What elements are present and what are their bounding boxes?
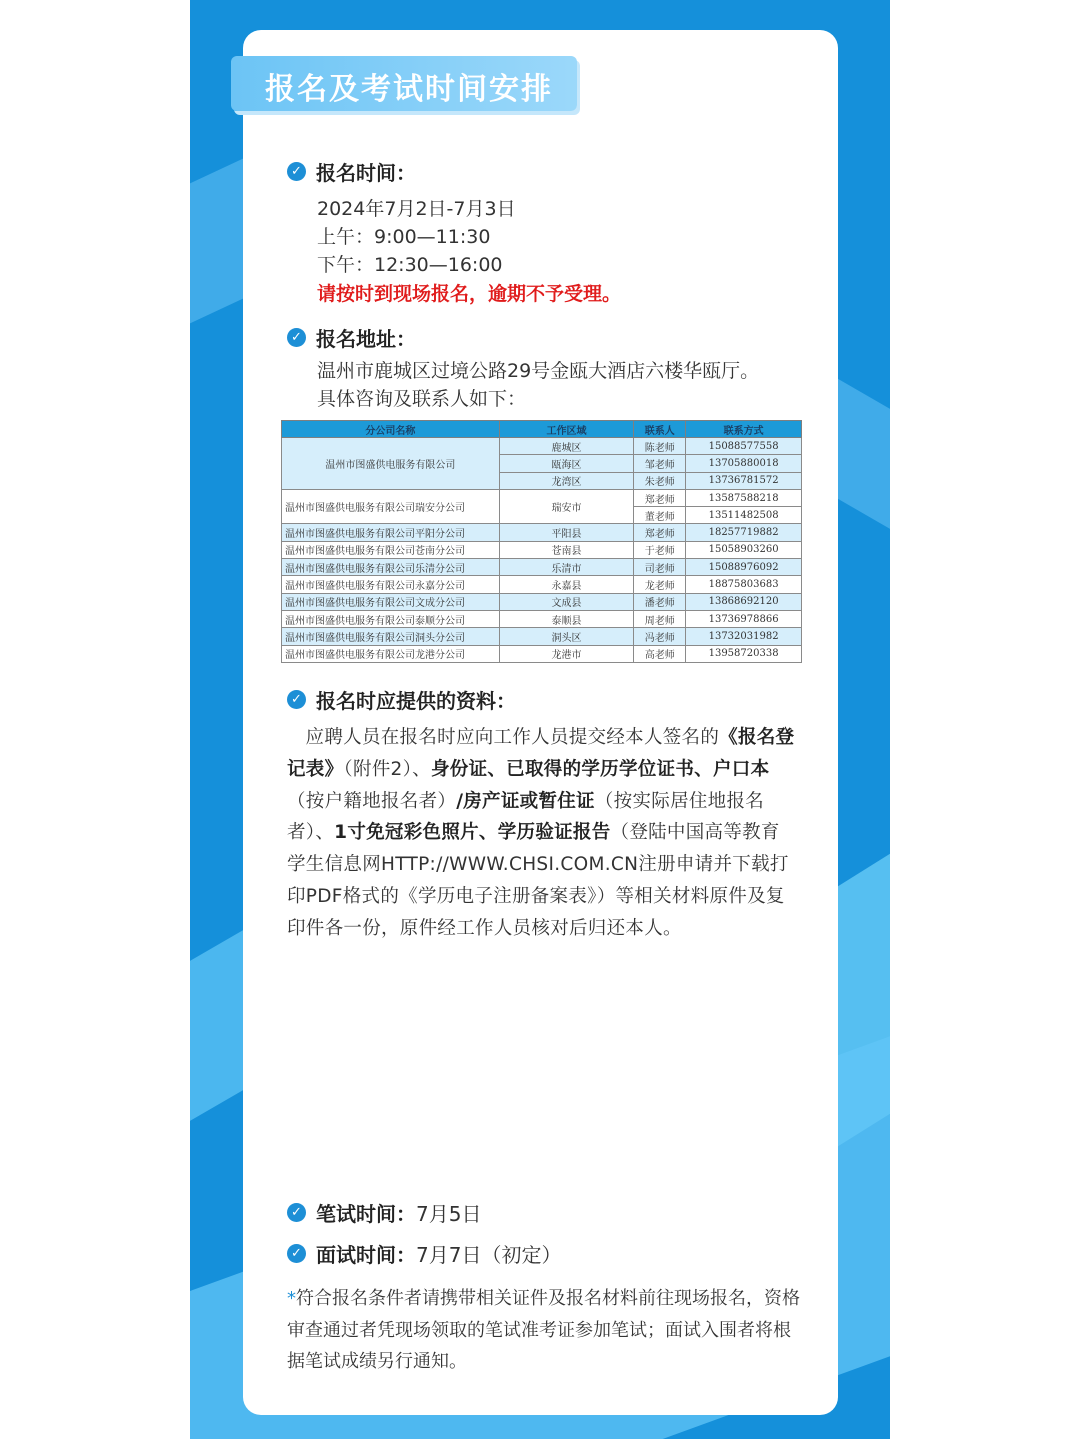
company-cell: 温州市图盛供电服务有限公司苍南分公司 (282, 541, 500, 558)
table-row (282, 541, 802, 558)
phone-cell: 18257719882 (686, 524, 802, 541)
column-header: 联系方式 (686, 421, 802, 438)
column-header: 联系人 (634, 421, 686, 438)
person-cell: 董老师 (634, 507, 686, 524)
column-header: 工作区域 (499, 421, 633, 438)
person-cell: 陈老师 (634, 438, 686, 455)
materials-paragraph: 应聘人员在报名时应向工作人员提交经本人签名的《报名登记表》（附件2）、身份证、已取得的学历学位证书、户口本（按户籍地报名者）/房产证或暂住证（按实际居住地报名者）、1寸免冠彩色照片、学历验证报告（登陆中国高等教育学生信息网HTTP://WWW.CHSI.COM.CN注册申请并下载打印PDF格式的《学历电子注册备案表》）等相关材料原件及复印件各一份，原件经工作人员核对后归还本人。 (287, 727, 795, 939)
phone-cell: 13958720338 (686, 645, 802, 662)
phone-cell: 18875803683 (686, 576, 802, 593)
table-row (282, 489, 802, 506)
phone-cell: 13736781572 (686, 472, 802, 489)
person-cell: 龙老师 (634, 576, 686, 593)
contact-intro: 具体咨询及联系人如下： (317, 388, 527, 410)
phone-cell: 15088577558 (686, 438, 802, 455)
area-cell: 龙港市 (499, 645, 633, 662)
interview-date: 7月7日（初定） (416, 1243, 562, 1267)
check-circle-icon: ✓ (287, 690, 306, 709)
company-cell: 温州市图盛供电服务有限公司乐清分公司 (282, 559, 500, 576)
registration-morning: 上午：9:00—11:30 (317, 226, 491, 248)
area-cell: 洞头区 (499, 628, 633, 645)
written-exam-date: 7月5日 (416, 1202, 482, 1226)
table-row (282, 559, 802, 576)
area-cell: 龙湾区 (499, 472, 633, 489)
phone-cell: 13736978866 (686, 610, 802, 627)
page-title: 报名及考试时间安排 (265, 72, 553, 107)
written-exam-line: ✓ 笔试时间：7月5日 (287, 1198, 481, 1227)
area-cell: 苍南县 (499, 541, 633, 558)
phone-cell: 13587588218 (686, 489, 802, 506)
company-cell: 温州市图盛供电服务有限公司文成分公司 (282, 593, 500, 610)
area-cell: 平阳县 (499, 524, 633, 541)
person-cell: 潘老师 (634, 593, 686, 610)
table-row (282, 576, 802, 593)
table-row (282, 524, 802, 541)
phone-cell: 13732031982 (686, 628, 802, 645)
phone-cell: 13868692120 (686, 593, 802, 610)
company-cell: 温州市图盛供电服务有限公司平阳分公司 (282, 524, 500, 541)
area-cell: 瑞安市 (499, 489, 633, 524)
check-circle-icon: ✓ (287, 1244, 306, 1263)
company-cell: 温州市图盛供电服务有限公司永嘉分公司 (282, 576, 500, 593)
area-cell: 文成县 (499, 593, 633, 610)
person-cell: 高老师 (634, 645, 686, 662)
company-cell: 温州市图盛供电服务有限公司龙港分公司 (282, 645, 500, 662)
person-cell: 冯老师 (634, 628, 686, 645)
table-row (282, 645, 802, 662)
company-cell: 温州市图盛供电服务有限公司瑞安分公司 (282, 489, 500, 524)
registration-warning: 请按时到现场报名，逾期不予受理。 (317, 283, 622, 305)
column-header: 分公司名称 (282, 421, 500, 438)
contacts-table (281, 420, 802, 663)
title-banner (231, 56, 577, 111)
person-cell: 朱老师 (634, 472, 686, 489)
phone-cell: 13705880018 (686, 455, 802, 472)
registration-address-heading: ✓ 报名地址： (287, 323, 416, 352)
company-cell: 温州市图盛供电服务有限公司洞头分公司 (282, 628, 500, 645)
area-cell: 鹿城区 (499, 438, 633, 455)
registration-time-heading: ✓ 报名时间： (287, 157, 416, 186)
interview-line: ✓ 面试时间：7月7日（初定） (287, 1239, 561, 1268)
person-cell: 周老师 (634, 610, 686, 627)
check-circle-icon: ✓ (287, 162, 306, 181)
area-cell: 泰顺县 (499, 610, 633, 627)
registration-date: 2024年7月2日-7月3日 (317, 198, 516, 220)
phone-cell: 15058903260 (686, 541, 802, 558)
table-row (282, 610, 802, 627)
table-row (282, 438, 802, 455)
person-cell: 司老师 (634, 559, 686, 576)
materials-heading: ✓ 报名时应提供的资料： (287, 685, 516, 714)
company-cell: 温州市图盛供电服务有限公司泰顺分公司 (282, 610, 500, 627)
registration-afternoon: 下午：12:30—16:00 (317, 254, 503, 276)
person-cell: 郑老师 (634, 524, 686, 541)
area-cell: 瓯海区 (499, 455, 633, 472)
registration-address: 温州市鹿城区过境公路29号金瓯大酒店六楼华瓯厅。 (317, 360, 760, 382)
phone-cell: 13511482508 (686, 507, 802, 524)
check-circle-icon: ✓ (287, 328, 306, 347)
footnote: *符合报名条件者请携带相关证件及报名材料前往现场报名，资格审查通过者凭现场领取的笔试准考证参加笔试；面试入围者将根据笔试成绩另行通知。 (287, 1288, 800, 1372)
company-cell: 温州市图盛供电服务有限公司 (282, 438, 500, 490)
person-cell: 邹老师 (634, 455, 686, 472)
person-cell: 于老师 (634, 541, 686, 558)
table-row (282, 593, 802, 610)
person-cell: 郑老师 (634, 489, 686, 506)
area-cell: 乐清市 (499, 559, 633, 576)
area-cell: 永嘉县 (499, 576, 633, 593)
table-row (282, 628, 802, 645)
phone-cell: 15088976092 (686, 559, 802, 576)
check-circle-icon: ✓ (287, 1203, 306, 1222)
table-header-row (282, 421, 802, 438)
